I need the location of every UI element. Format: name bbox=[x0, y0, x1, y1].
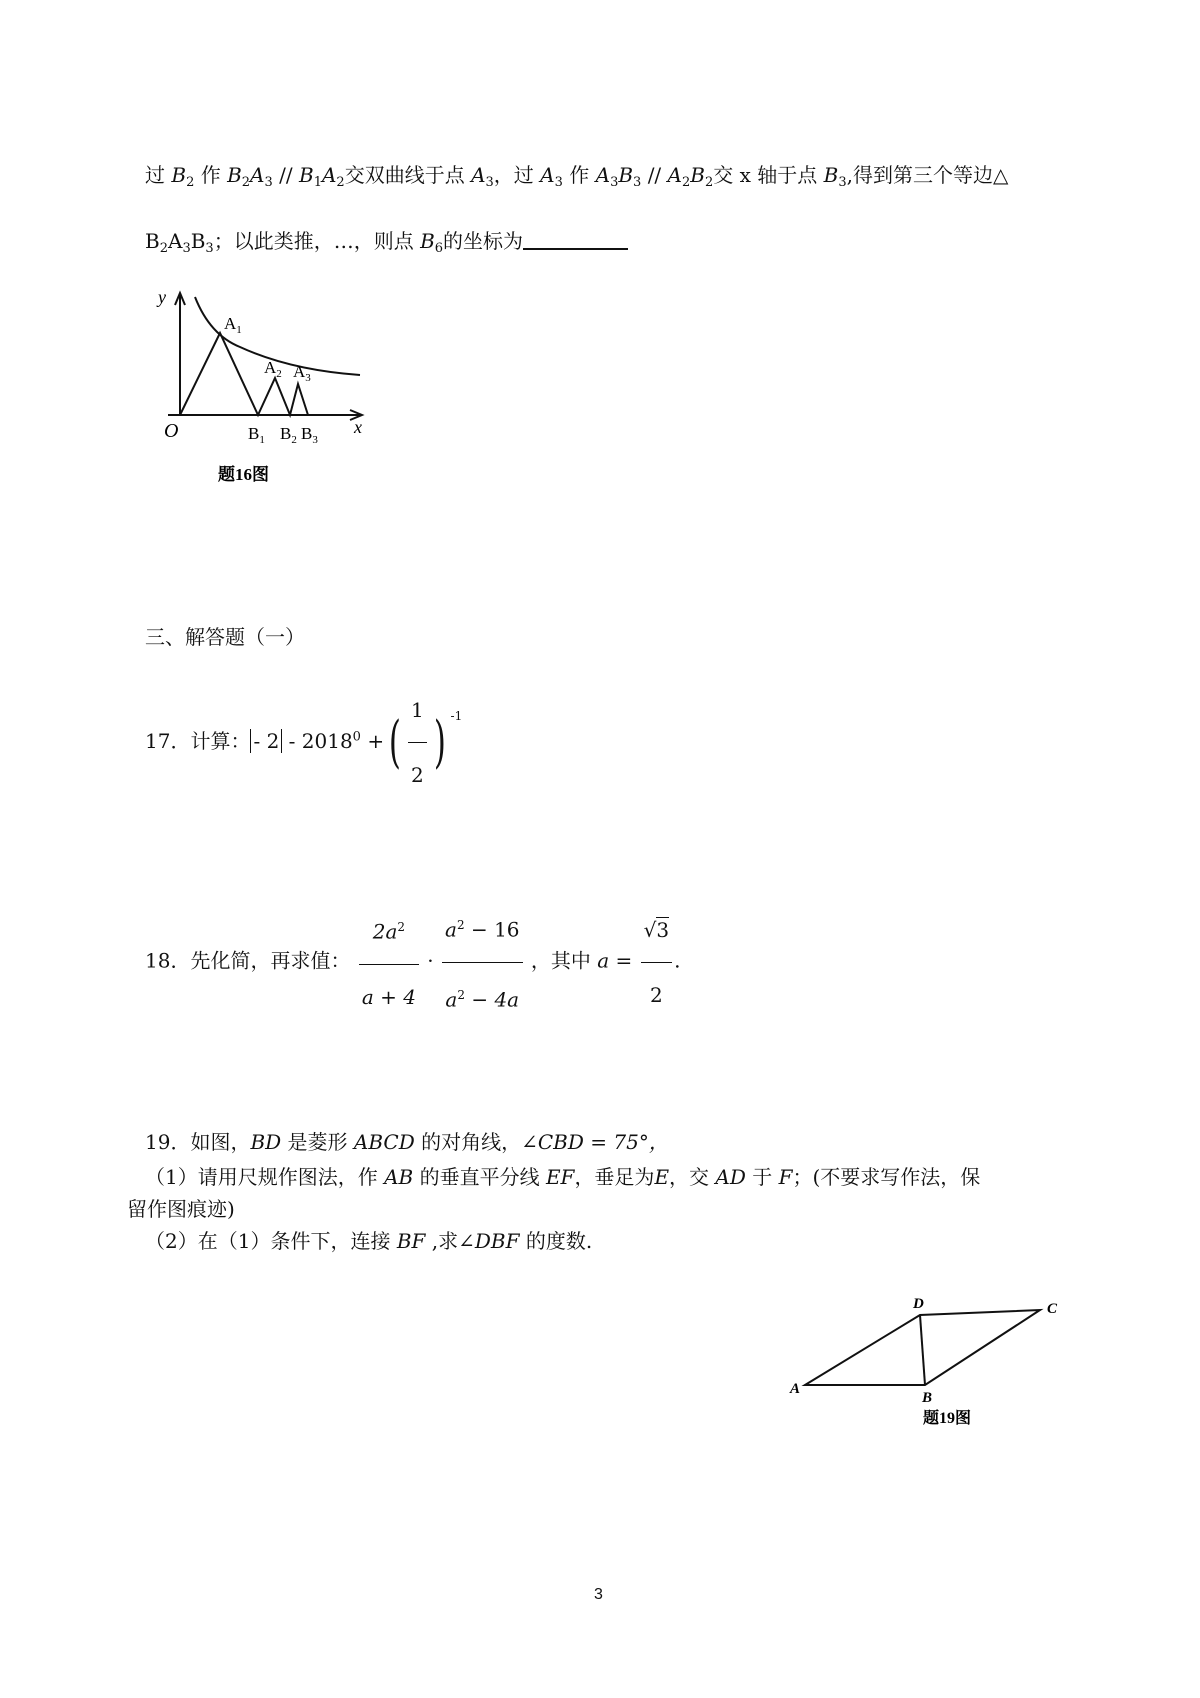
label-A: A bbox=[790, 1381, 801, 1397]
label-B3: $B_3$ bbox=[301, 424, 318, 446]
label-B1: $B_1$ bbox=[248, 424, 265, 446]
diagonal-bd bbox=[920, 1315, 925, 1385]
label-A2: $A_2$ bbox=[264, 358, 282, 380]
p16-line1: 过 $B_2$ 作 $B_2A_3 // B_1A_2$交双曲线于点 $A_3$，过 $A_3$ 作 $A_3B_3 // A_2B_2$交 x 轴于点 $B_3$,得到第三个等边△ bbox=[145, 163, 1009, 190]
figure-16 bbox=[150, 285, 390, 495]
fraction-1: $\frac{2a^2}{a + 4}$ bbox=[359, 897, 419, 1027]
figure-16-caption: 题16图 bbox=[218, 465, 269, 484]
label-x: x bbox=[354, 417, 362, 437]
label-A1: $A_1$ bbox=[224, 314, 242, 336]
fraction-2: $\frac{a^2 - 16}{a^2 - 4a}$ bbox=[442, 895, 523, 1029]
fraction-sqrt3-over-2: $\frac{√3}{2}$ bbox=[641, 900, 672, 1025]
answer-blank bbox=[523, 228, 628, 250]
label-B: B bbox=[922, 1390, 933, 1406]
problem-19-part1: （1）请用尺规作图法，作 AB 的垂直平分线 EF，垂足为E，交 AD 于 F；(不要求写作法，保 bbox=[145, 1165, 981, 1189]
hyperbola-curve bbox=[195, 297, 360, 375]
fraction-one-half: $\frac{1}{2}$ bbox=[408, 680, 427, 805]
figure-19 bbox=[785, 1290, 1075, 1450]
p16-line2: $B_2A_3B_3$；以此类推，…，则点 $B_6$的坐标为 bbox=[145, 226, 628, 264]
page-number: 3 bbox=[594, 1586, 603, 1603]
label-B2: $B_2$ bbox=[280, 424, 297, 446]
label-D: D bbox=[913, 1296, 924, 1312]
label-C: C bbox=[1047, 1301, 1058, 1317]
problem-17: 17．计算： - 2 - 2018$^0$ +( $\frac{1}{2}$ ) $^{-1}$ bbox=[145, 680, 462, 805]
problem-19-part2: （2）在（1）条件下，连接 BF ,求∠DBF 的度数. bbox=[145, 1229, 593, 1253]
problem-19-line1: 19．如图，BD 是菱形 ABCD 的对角线，∠CBD = 75°， bbox=[145, 1130, 669, 1154]
label-A3: $A_3$ bbox=[293, 362, 311, 384]
problem-18: 18．先化简，再求值： $\frac{2a^2}{a + 4}$ · $\frac{a^2 - 16}{a^2 - 4a}$ ，其中 a = $\frac{√3}{2}$ . bbox=[145, 895, 680, 1029]
triangles bbox=[180, 333, 308, 415]
label-y: y bbox=[158, 287, 166, 307]
abs-value: - 2 bbox=[250, 729, 282, 753]
figure-19-caption: 题19图 bbox=[923, 1410, 972, 1427]
problem-19-part1-cont: 留作图痕迹) bbox=[127, 1197, 235, 1221]
label-O: O bbox=[164, 420, 179, 442]
section-heading: 三、解答题（一） bbox=[145, 625, 305, 649]
